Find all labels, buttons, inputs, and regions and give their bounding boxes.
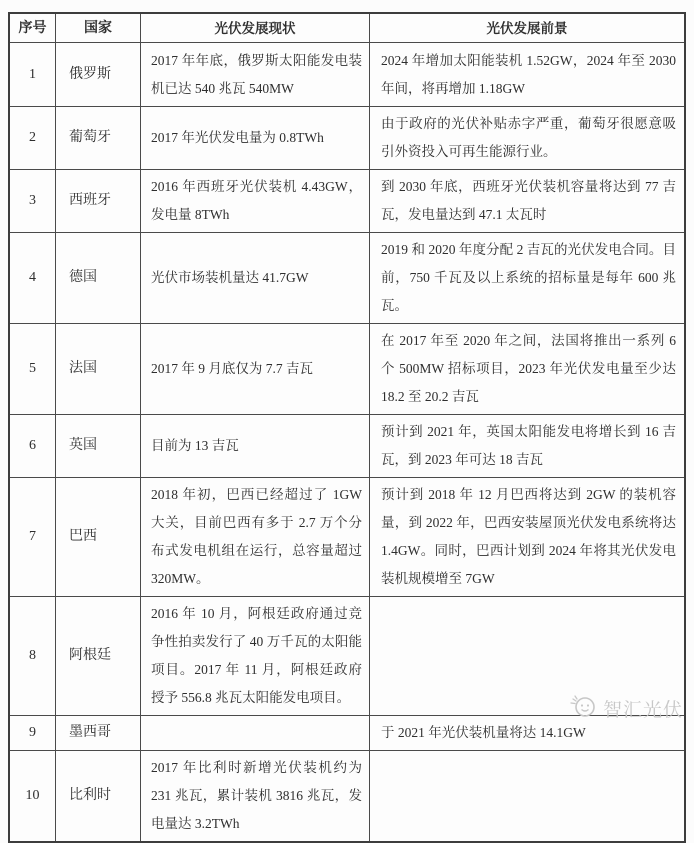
- table-header-row: [10, 14, 684, 42]
- cell-country: 比利时: [55, 751, 140, 841]
- table-row: [10, 232, 684, 323]
- table-row: [10, 750, 684, 841]
- cell-status: 2016 年西班牙光伏装机 4.43GW，发电量 8TWh: [140, 170, 369, 232]
- cell-status: [140, 716, 369, 750]
- cell-prospect: 于 2021 年光伏装机量将达 14.1GW: [369, 716, 684, 750]
- cell-country: 墨西哥: [55, 716, 140, 750]
- cell-no: 3: [29, 193, 36, 208]
- cell-no: 8: [29, 648, 36, 663]
- cell-prospect: [369, 751, 684, 841]
- cell-country: 巴西: [55, 478, 140, 596]
- cell-prospect: 在 2017 年至 2020 年之间，法国将推出一系列 6 个 500MW 招标项目，2023 年光伏发电量至少达 18.2 至 20.2 吉瓦: [369, 324, 684, 414]
- cell-prospect: 2024 年增加太阳能装机 1.52GW，2024 年至 2030 年间，将再增加 1.18GW: [369, 43, 684, 106]
- cell-status: 光伏市场装机量达 41.7GW: [140, 233, 369, 323]
- cell-status: 2016 年 10 月，阿根廷政府通过竞争性拍卖发行了 40 万千瓦的太阳能项目。2017 年 11 月，阿根廷政府授予 556.8 兆瓦太阳能发电项目。: [140, 597, 369, 715]
- table-row: [10, 106, 684, 169]
- cell-prospect: 2019 和 2020 年度分配 2 吉瓦的光伏发电合同。目前，750 千瓦及以上系统的招标量是每年 600 兆瓦。: [369, 233, 684, 323]
- cell-country: 德国: [55, 233, 140, 323]
- watermark-label: 智汇光伏: [603, 699, 684, 721]
- cell-status: 2018 年初，巴西已经超过了 1GW 大关，目前巴西有多于 2.7 万个分布式发电机组在运行，总容量超过 320MW。: [140, 478, 369, 596]
- cell-status: 2017 年比利时新增光伏装机约为 231 兆瓦，累计装机 3816 兆瓦，发电量达 3.2TWh: [140, 751, 369, 841]
- cell-no: 9: [29, 725, 36, 740]
- watermark: [570, 692, 690, 724]
- cell-no: 6: [29, 438, 36, 453]
- header-cell-no: 序号: [18, 20, 47, 36]
- header-cell-country: 国家: [55, 14, 140, 42]
- cell-prospect: 预计到 2021 年，英国太阳能发电将增长到 16 吉瓦，到 2023 年可达 18 吉瓦: [369, 415, 684, 477]
- table-row: [10, 42, 684, 106]
- header-cell-status: 光伏发展现状: [140, 14, 369, 42]
- cell-no: 5: [29, 361, 36, 376]
- cell-prospect: 由于政府的光伏补贴赤字严重，葡萄牙很愿意吸引外资投入可再生能源行业。: [369, 107, 684, 169]
- table-row: [10, 414, 684, 477]
- cell-country: 葡萄牙: [55, 107, 140, 169]
- cell-status: 2017 年光伏发电量为 0.8TWh: [140, 107, 369, 169]
- cell-prospect: 预计到 2018 年 12 月巴西将达到 2GW 的装机容量，到 2022 年，巴西安装屋顶光伏发电系统将达 1.4GW。同时，巴西计划到 2024 年将其光伏发电装机规模增至 7GW: [369, 478, 684, 596]
- cell-country: 英国: [55, 415, 140, 477]
- cell-no: 7: [29, 529, 36, 544]
- cell-status: 2017 年 9 月底仅为 7.7 吉瓦: [140, 324, 369, 414]
- table-row: [10, 169, 684, 232]
- table-row: [10, 323, 684, 414]
- cell-no: 1: [29, 66, 36, 82]
- cell-status: 目前为 13 吉瓦: [140, 415, 369, 477]
- cell-status: 2017 年年底，俄罗斯太阳能发电装机已达 540 兆瓦 540MW: [140, 43, 369, 106]
- table-row: [10, 477, 684, 596]
- cell-no: 10: [25, 788, 40, 803]
- cell-country: 俄罗斯: [55, 43, 140, 106]
- cell-no: 2: [29, 130, 36, 145]
- smiley-face-logo-icon: [570, 692, 598, 724]
- cell-no: 4: [29, 270, 36, 285]
- cell-country: 阿根廷: [55, 597, 140, 715]
- cell-country: 法国: [55, 324, 140, 414]
- cell-country: 西班牙: [55, 170, 140, 232]
- cell-prospect: 到 2030 年底，西班牙光伏装机容量将达到 77 吉瓦，发电量达到 47.1 太瓦时: [369, 170, 684, 232]
- header-cell-prospect: 光伏发展前景: [369, 14, 684, 42]
